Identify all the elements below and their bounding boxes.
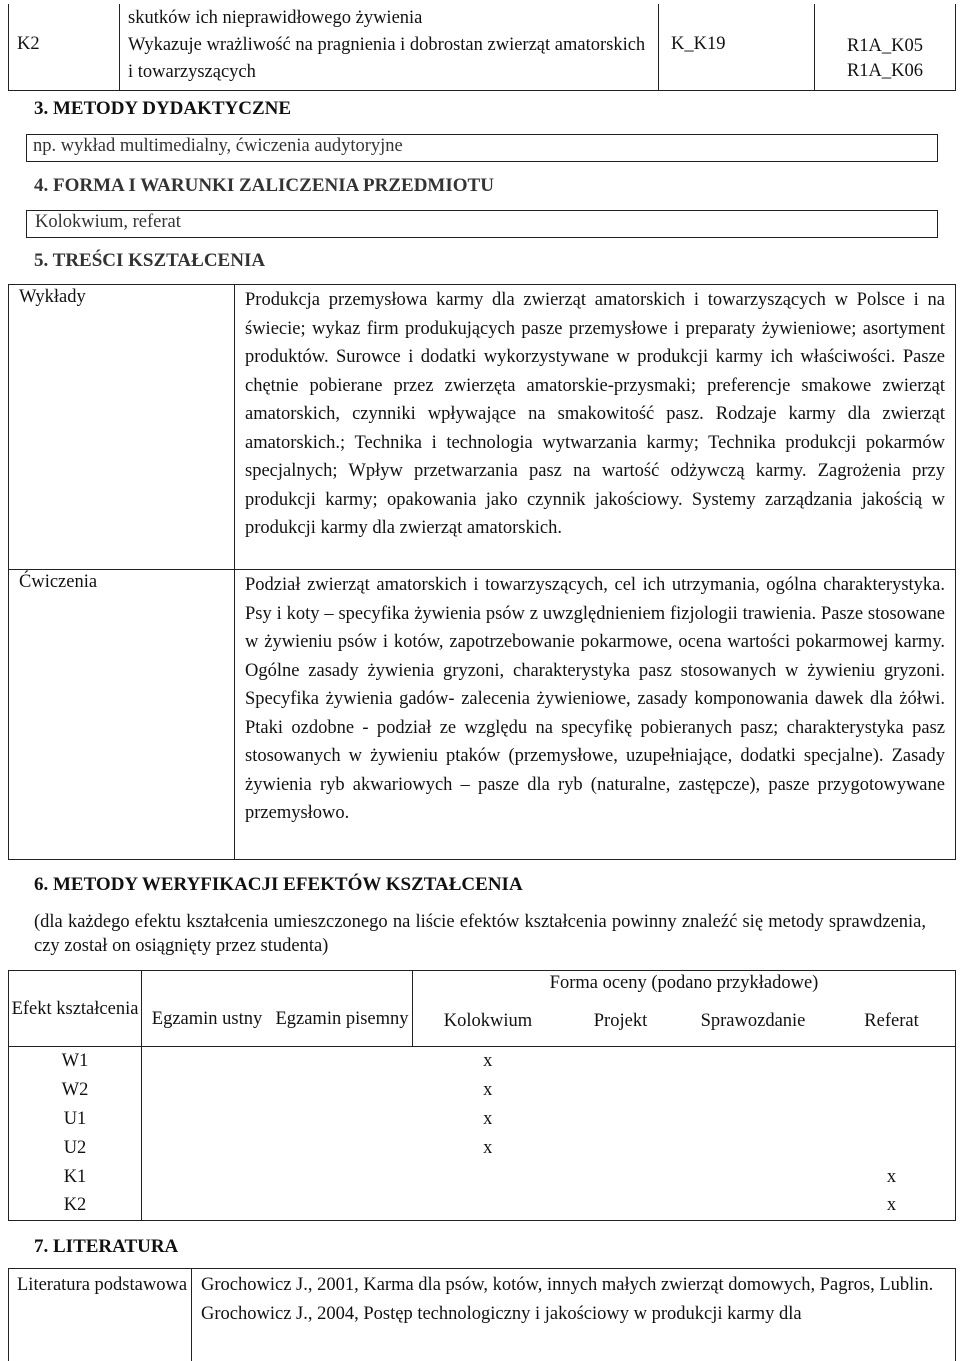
report-mark-cell (678, 1105, 828, 1134)
written-exam-mark-cell (272, 1192, 413, 1221)
report-mark-cell (678, 1076, 828, 1105)
table-row (9, 1192, 956, 1221)
lectures-label: Wykłady (19, 287, 86, 307)
oral-exam-mark-cell (142, 1192, 273, 1221)
oral-exam-mark-cell (142, 1105, 273, 1134)
kierunkowy-cell (659, 4, 815, 90)
kierunkowy-code: K_K19 (671, 34, 726, 54)
exercises-content-cell (235, 570, 956, 860)
written-exam-mark-cell (272, 1134, 413, 1163)
effects-table-fragment (8, 4, 956, 91)
written-exam-header: Egzamin pisemny (275, 1008, 409, 1029)
exercises-content: Podział zwierząt amatorskich i towarzyszących, cel ich utrzymania, ogólna charakterystyka. Psy i koty – specyfika żywienia psów z uwzględnieniem fizjologii trawienia. Pasze stosowane w żywieniu psów i kotów, zapotrzebowanie pokarmowe, ocena wartości pokarmowej karmy. Ogólne zasady żywienia gryzoni, charakterystyka pasz stosowanych w żywieniu gryzoni. Specyfika żywienia gadów- zalecenia żywieniowe, zasady komponowania dawek dla żółwi. Ptaki ozdobne - podział ze względu na specyfikę pobieranych pasz; charakterystyka pasz stosowanych w żywieniu ptaków (przemysłowe, uzupełniające, dodatki specjalne). Zasady żywienia ryb akwariowych – pasze dla ryb (naturalne, zastępcze), pasze przygotowywane przemysłowo. (245, 575, 945, 823)
table-row (9, 1047, 956, 1076)
section-3-box (26, 134, 938, 162)
lectures-content-cell (235, 285, 956, 570)
colloquium-mark-cell (413, 1105, 564, 1134)
literature-content-cell (192, 1269, 956, 1361)
colloquium-mark-cell (413, 1134, 564, 1163)
report-mark-cell (678, 1192, 828, 1221)
literature-label: Literatura podstawowa (17, 1275, 188, 1295)
report-header-cell (678, 997, 828, 1047)
written-exam-mark-cell (272, 1105, 413, 1134)
effect-header: Efekt kształcenia (11, 998, 139, 1019)
section-5-heading: 5. TREŚCI KSZTAŁCENIA (34, 250, 266, 271)
effect-cell (9, 1076, 142, 1105)
written-exam-mark-cell (272, 1047, 413, 1076)
colloquium-mark-cell (413, 1192, 564, 1221)
section-7-heading: 7. LITERATURA (34, 1236, 179, 1257)
section-6-heading: 6. METODY WERYFIKACJI EFEKTÓW KSZTAŁCENIA (34, 874, 523, 895)
colloquium-header-cell (413, 997, 564, 1047)
literature-item-1: Grochowicz J., 2001, Karma dla psów, kotów, innych małych zwierząt domowych, Pagros, Lublin. (201, 1275, 934, 1295)
written-exam-header-cell (272, 971, 413, 1047)
oral-exam-mark-cell (142, 1076, 273, 1105)
project-mark-cell (563, 1076, 678, 1105)
effect-cell (9, 1134, 142, 1163)
literature-item-2: Grochowicz J., 2004, Postęp technologiczny i jakościowy w produkcji karmy dla (201, 1303, 802, 1324)
mark: x (886, 1195, 897, 1216)
project-mark-cell (563, 1134, 678, 1163)
project-mark-cell (563, 1047, 678, 1076)
mark: x (483, 1050, 493, 1071)
project-mark-cell (563, 1105, 678, 1134)
colloquium-mark-cell (413, 1163, 564, 1192)
written-exam-mark-cell (272, 1163, 413, 1192)
effect-code: K2 (17, 34, 40, 54)
colloquium-mark-cell (413, 1047, 564, 1076)
effect-code-cell (9, 4, 120, 90)
effect-code: K2 (63, 1195, 87, 1216)
oral-exam-header-cell (142, 971, 273, 1047)
project-mark-cell (563, 1163, 678, 1192)
section-4-content: Kolokwium, referat (35, 212, 181, 232)
table-row (9, 1105, 956, 1134)
paper-mark-cell (828, 1134, 956, 1163)
effect-description: Wykazuje wrażliwość na pragnienia i dobrostan zwierząt amatorskich i towarzyszących (128, 35, 646, 82)
report-mark-cell (678, 1047, 828, 1076)
report-header: Sprawozdanie (700, 1010, 806, 1031)
effect-code: U1 (63, 1108, 87, 1129)
table-row (9, 1163, 956, 1192)
oral-exam-mark-cell (142, 1134, 273, 1163)
colloquium-mark-cell (413, 1076, 564, 1105)
section-4-heading: 4. FORMA I WARUNKI ZALICZENIA PRZEDMIOTU (34, 175, 494, 196)
effect-cell (9, 1163, 142, 1192)
oral-exam-header: Egzamin ustny (151, 1008, 263, 1029)
effect-cell (9, 1047, 142, 1076)
assessment-group-header-cell (413, 971, 956, 997)
table-row (9, 1076, 956, 1105)
report-mark-cell (678, 1134, 828, 1163)
exercises-label-cell (9, 570, 235, 860)
lectures-label-cell (9, 285, 235, 570)
section-6-note: (dla każdego efektu kształcenia umieszczonego na liście efektów kształcenia powinny znaleźć się metody sprawdzenia, czy został on osiągnięty przez studenta) (34, 912, 926, 956)
obszarowy-cell (815, 4, 956, 90)
course-content-table (8, 284, 956, 860)
effect-code: W2 (61, 1079, 89, 1100)
literature-label-cell (9, 1269, 192, 1361)
mark: x (886, 1166, 897, 1187)
effect-cell (9, 1192, 142, 1221)
effect-code: W1 (61, 1050, 89, 1071)
effect-header-cell (9, 971, 142, 1047)
report-mark-cell (678, 1163, 828, 1192)
paper-mark-cell (828, 1047, 956, 1076)
mark: x (483, 1137, 493, 1158)
section-3-heading: 3. METODY DYDAKTYCZNE (34, 98, 292, 119)
written-exam-mark-cell (272, 1076, 413, 1105)
mark: x (483, 1079, 493, 1100)
table-row (9, 1134, 956, 1163)
paper-mark-cell (828, 1076, 956, 1105)
assessment-group-header: Forma oceny (podano przykładowe) (549, 973, 819, 994)
paper-mark-cell (828, 1192, 956, 1221)
obszarowy-code-2: R1A_K06 (846, 61, 924, 81)
effect-cell (9, 1105, 142, 1134)
project-header-cell (563, 997, 678, 1047)
lectures-content: Produkcja przemysłowa karmy dla zwierząt amatorskich i towarzyszących w Polsce i na świecie; wykaz firm produkujących pasze przemysłowe i preparaty żywieniowe; asortyment produktów. Surowce i dodatki wykorzystywane w produkcji karmy ich właściwości. Pasze chętnie pobierane przez zwierzęta amatorskie-przysmaki; preferencje smakowe zwierząt amatorskich, czynniki wpływające na smakowitość pasz. Rodzaje karmy dla zwierząt amatorskich.; Technika i technologia wytwarzania karmy; Technika produkcji pokarmów specjalnych; Wpływ przetwarzania pasz na wartość odżywczą karmy. Zagrożenia przy produkcji karmy; opakowania jako czynnik jakościowy. Systemy zarządzania jakością w produkcji karmy dla zwierząt amatorskich. (245, 290, 945, 538)
section-3-content: np. wykład multimedialny, ćwiczenia audytoryjne (33, 136, 403, 156)
paper-header: Referat (864, 1010, 919, 1031)
paper-mark-cell (828, 1163, 956, 1192)
paper-mark-cell (828, 1105, 956, 1134)
mark: x (483, 1108, 493, 1129)
effect-code: U2 (63, 1137, 87, 1158)
exercises-label: Ćwiczenia (19, 572, 98, 592)
literature-table (8, 1268, 956, 1361)
paper-header-cell (828, 997, 956, 1047)
effect-code: K1 (63, 1166, 87, 1187)
section-4-box (26, 210, 938, 238)
effect-description-cell (120, 4, 659, 90)
project-mark-cell (563, 1192, 678, 1221)
colloquium-header: Kolokwium (443, 1010, 533, 1031)
oral-exam-mark-cell (142, 1047, 273, 1076)
oral-exam-mark-cell (142, 1163, 273, 1192)
verification-table (8, 970, 956, 1221)
obszarowy-code-1: R1A_K05 (846, 36, 924, 56)
prev-effect-text: skutków ich nieprawidłowego żywienia (128, 8, 423, 28)
project-header: Projekt (593, 1010, 648, 1031)
